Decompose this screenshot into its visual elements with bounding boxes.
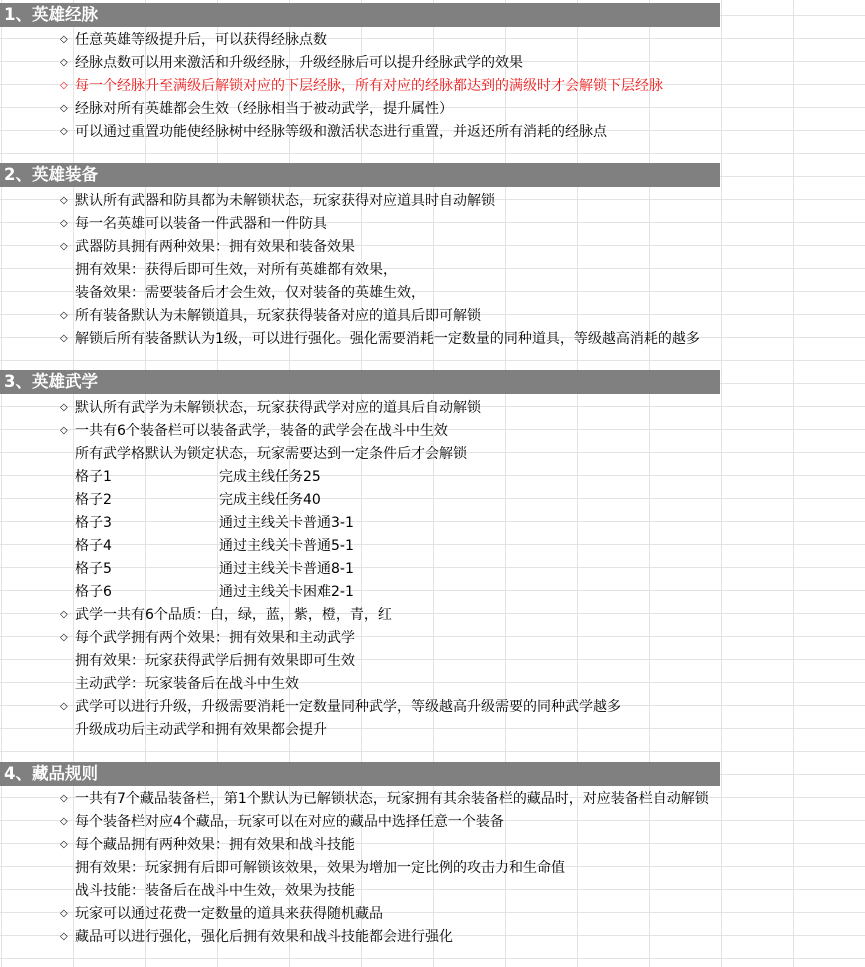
slot-condition: 通过主线关卡普通3-1	[219, 515, 354, 531]
list-item-text: 藏品可以进行强化，强化后拥有效果和战斗技能都会进行强化	[75, 929, 453, 945]
diamond-bullet-icon: ◇	[60, 333, 68, 344]
list-item-text: 每个武学拥有两个效果：拥有效果和主动武学	[75, 630, 355, 646]
slot-name: 格子1	[75, 469, 112, 485]
list-item-text: 玩家可以通过花费一定数量的道具来获得随机藏品	[75, 906, 383, 922]
list-item-text: 一共有6个装备栏可以装备武学，装备的武学会在战斗中生效	[75, 423, 448, 439]
list-item-text: 每个藏品拥有两种效果：拥有效果和战斗技能	[75, 837, 355, 853]
list-item	[60, 52, 523, 75]
diamond-bullet-icon: ◇	[60, 126, 68, 137]
slot-name: 格子2	[75, 492, 112, 508]
list-item	[60, 236, 355, 259]
diamond-bullet-icon: ◇	[60, 57, 68, 68]
list-item-text: 每一名英雄可以装备一件武器和一件防具	[75, 216, 327, 232]
list-item-text: 每个装备栏对应4个藏品，玩家可以在对应的藏品中选择任意一个装备	[75, 814, 504, 830]
list-item	[60, 811, 504, 834]
list-item-text: 武学一共有6个品质：白，绿，蓝，紫，橙，青，红	[75, 607, 392, 623]
list-item-text: 一共有7个藏品装备栏，第1个默认为已解锁状态，玩家拥有其余装备栏的藏品时，对应装备栏自动解锁	[75, 791, 709, 807]
slot-name: 格子4	[75, 538, 112, 554]
diamond-bullet-icon: ◇	[60, 103, 68, 114]
list-item	[60, 98, 453, 121]
slot-name: 格子5	[75, 561, 112, 577]
diamond-bullet-icon: ◇	[60, 609, 68, 620]
list-item-highlighted	[60, 75, 663, 98]
list-item-text: 可以通过重置功能使经脉树中经脉等级和激活状态进行重置，并返还所有消耗的经脉点	[75, 124, 607, 140]
list-item-text: 每一个经脉升至满级后解锁对应的下层经脉，所有对应的经脉都达到的满级时才会解锁下层经脉	[75, 78, 663, 94]
list-item	[60, 213, 327, 236]
sub-line: 升级成功后主动武学和拥有效果都会提升	[75, 722, 327, 738]
sub-line: 装备效果：需要装备后才会生效，仅对装备的英雄生效，	[75, 285, 425, 301]
slot-name: 格子6	[75, 584, 112, 600]
section-header-collection-rules: 4、藏品规则	[0, 762, 720, 786]
slot-condition: 完成主线任务25	[219, 469, 321, 485]
slot-name: 格子3	[75, 515, 112, 531]
list-item	[60, 926, 453, 949]
diamond-bullet-icon: ◇	[60, 908, 68, 919]
list-item-text: 任意英雄等级提升后，可以获得经脉点数	[75, 32, 327, 48]
list-item-text: 武学可以进行升级，升级需要消耗一定数量同种武学，等级越高升级需要的同种武学越多	[75, 699, 621, 715]
list-item	[60, 397, 481, 420]
diamond-bullet-icon: ◇	[60, 218, 68, 229]
diamond-bullet-icon: ◇	[60, 793, 68, 804]
diamond-bullet-icon: ◇	[60, 816, 68, 827]
list-item-text: 解锁后所有装备默认为1级，可以进行强化。强化需要消耗一定数量的同种道具，等级越高消耗的越多	[75, 331, 700, 347]
sub-line: 主动武学：玩家装备后在战斗中生效	[75, 676, 299, 692]
list-item-text: 武器防具拥有两种效果：拥有效果和装备效果	[75, 239, 355, 255]
list-item-text: 经脉对所有英雄都会生效（经脉相当于被动武学，提升属性）	[75, 101, 453, 117]
list-item	[60, 190, 495, 213]
list-item	[60, 328, 700, 351]
list-item	[60, 834, 355, 857]
list-item	[60, 305, 481, 328]
list-item-text: 默认所有武器和防具都为未解锁状态，玩家获得对应道具时自动解锁	[75, 193, 495, 209]
diamond-bullet-icon: ◇	[60, 632, 68, 643]
diamond-bullet-icon: ◇	[60, 34, 68, 45]
list-item	[60, 121, 607, 144]
sub-line: 所有武学格默认为锁定状态，玩家需要达到一定条件后才会解锁	[75, 446, 467, 462]
list-item-text: 经脉点数可以用来激活和升级经脉，升级经脉后可以提升经脉武学的效果	[75, 55, 523, 71]
list-item-text: 默认所有武学为未解锁状态，玩家获得武学对应的道具后自动解锁	[75, 400, 481, 416]
sub-line: 拥有效果：玩家获得武学后拥有效果即可生效	[75, 653, 355, 669]
diamond-bullet-icon: ◇	[60, 931, 68, 942]
diamond-bullet-icon: ◇	[60, 425, 68, 436]
list-item	[60, 696, 621, 719]
slot-condition: 通过主线关卡普通8-1	[219, 561, 354, 577]
diamond-bullet-icon: ◇	[60, 839, 68, 850]
diamond-bullet-icon: ◇	[60, 402, 68, 413]
sub-line: 战斗技能：装备后在战斗中生效，效果为技能	[75, 883, 355, 899]
list-item-text: 所有装备默认为未解锁道具，玩家获得装备对应的道具后即可解锁	[75, 308, 481, 324]
slot-condition: 通过主线关卡困难2-1	[219, 584, 354, 600]
diamond-bullet-icon: ◇	[60, 310, 68, 321]
section-header-hero-meridians: 1、英雄经脉	[0, 3, 720, 27]
section-header-hero-equipment: 2、英雄装备	[0, 163, 720, 187]
sub-line: 拥有效果：获得后即可生效，对所有英雄都有效果，	[75, 262, 397, 278]
diamond-bullet-icon: ◇	[60, 241, 68, 252]
slot-condition: 通过主线关卡普通5-1	[219, 538, 354, 554]
list-item	[60, 604, 392, 627]
diamond-bullet-icon: ◇	[60, 80, 68, 91]
list-item	[60, 627, 355, 650]
diamond-bullet-icon: ◇	[60, 701, 68, 712]
section-header-hero-martial-arts: 3、英雄武学	[0, 370, 720, 394]
list-item	[60, 903, 383, 926]
slot-condition: 完成主线任务40	[219, 492, 321, 508]
list-item	[60, 420, 448, 443]
diamond-bullet-icon: ◇	[60, 195, 68, 206]
list-item	[60, 29, 327, 52]
list-item	[60, 788, 709, 811]
sub-line: 拥有效果：玩家拥有后即可解锁该效果，效果为增加一定比例的攻击力和生命值	[75, 860, 565, 876]
